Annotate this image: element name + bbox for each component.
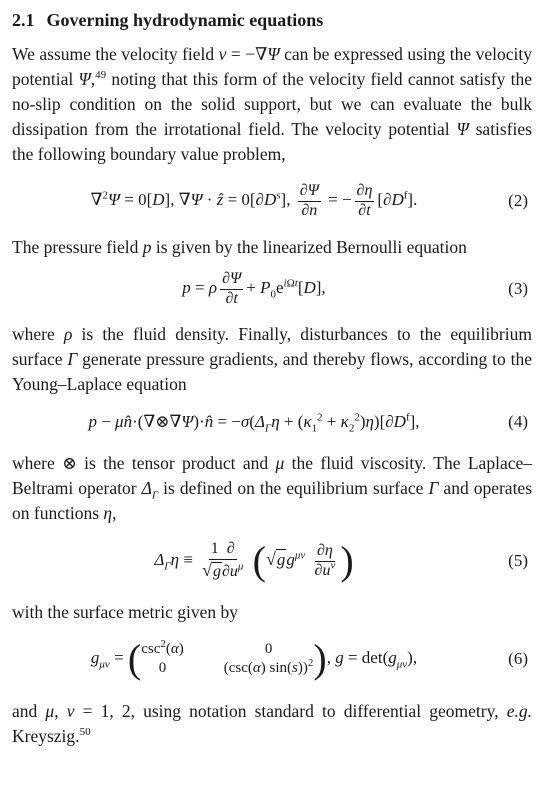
paragraph-surface-metric: with the surface metric given by [12,602,238,622]
paragraph-young-laplace: where ρ is the fluid density. Finally, disturbances to the equilibrium surface Γ generate pressure gradients, and thereby flows, according to the Young–Laplace equation [12,324,532,394]
equation-5-body: $\Delta_\Gamma\eta$ ≡ $\frac{1 \partial}{√g\partial u^\mu}$ ($√gg^{\mu\nu}$ $\frac{\partial\eta}{\partial u^\nu}$ ) [154,538,354,583]
citation-50[interactable]: 50 [79,726,91,739]
equation-2-number: (2) [508,191,528,210]
equation-6-body: $g_{\mu\nu}$ = ( $\csc^2(\alpha)$ 0 0 (csc(α) sin(s))$^2$ ), $g = \det(g_{\mu\nu})$, [90,636,418,681]
equation-2 [12,171,532,231]
equation-6 [12,625,532,693]
equation-5-number: (5) [508,551,528,570]
section-number: 2.1 [12,10,35,30]
paragraph-laplace-beltrami: where ⊗ is the tensor product and μ the fluid viscosity. The Laplace–Beltrami operator $\Delta_\Gamma$ is defined on the equilibrium surface Γ and operates on functions η, [12,453,533,523]
equation-3-number: (3) [508,279,528,298]
equation-4-number: (4) [508,412,528,431]
paragraph-velocity-potential: We assume the velocity field v = −∇Ψ can be expressed using the velocity potential Ψ,$^{49}$ noting that this form of the velocity field cannot satisfy the no-slip condition on the solid support, but we can evaluate the bulk dissipation from the irrotational field. The velocity potential Ψ satisfies the following boundary value problem, [12,44,532,164]
paragraph-pressure-field: The pressure field p is given by the linearized Bernoulli equation [12,237,467,257]
equation-2-body: ∇$^2$Ψ = 0[D], ∇Ψ · ẑ = $0[\partial D^s]$, $\frac{\partial\Psi}{\partial n}$ = − $\frac{\partial\eta}{\partial t}$ $[\partial D^f]$. [90,181,418,219]
section-title: Governing hydrodynamic equations [46,10,324,30]
equation-3 [12,260,532,318]
equation-4-body: p − μn̂·(∇⊗∇Ψ)·n̂ = $-\sigma(\Delta_\Gamma\eta + (\kappa_1^2 + \kappa_2^2)\eta)[\partial D^f]$, [88,411,420,435]
equation-5 [12,526,532,596]
section-heading [12,8,532,32]
paragraph-notation: and μ, ν = 1, 2, using notation standard to differential geometry, e.g. Kreyszig.$^{50}$ [12,701,532,746]
equation-6-number: (6) [508,649,528,668]
equation-4 [12,397,532,447]
citation-49[interactable]: 49 [95,69,107,82]
equation-3-body: p = ρ $\frac{\partial\Psi}{\partial t}$ + $P_0e^{i\Omega t}[D]$, [182,269,326,307]
